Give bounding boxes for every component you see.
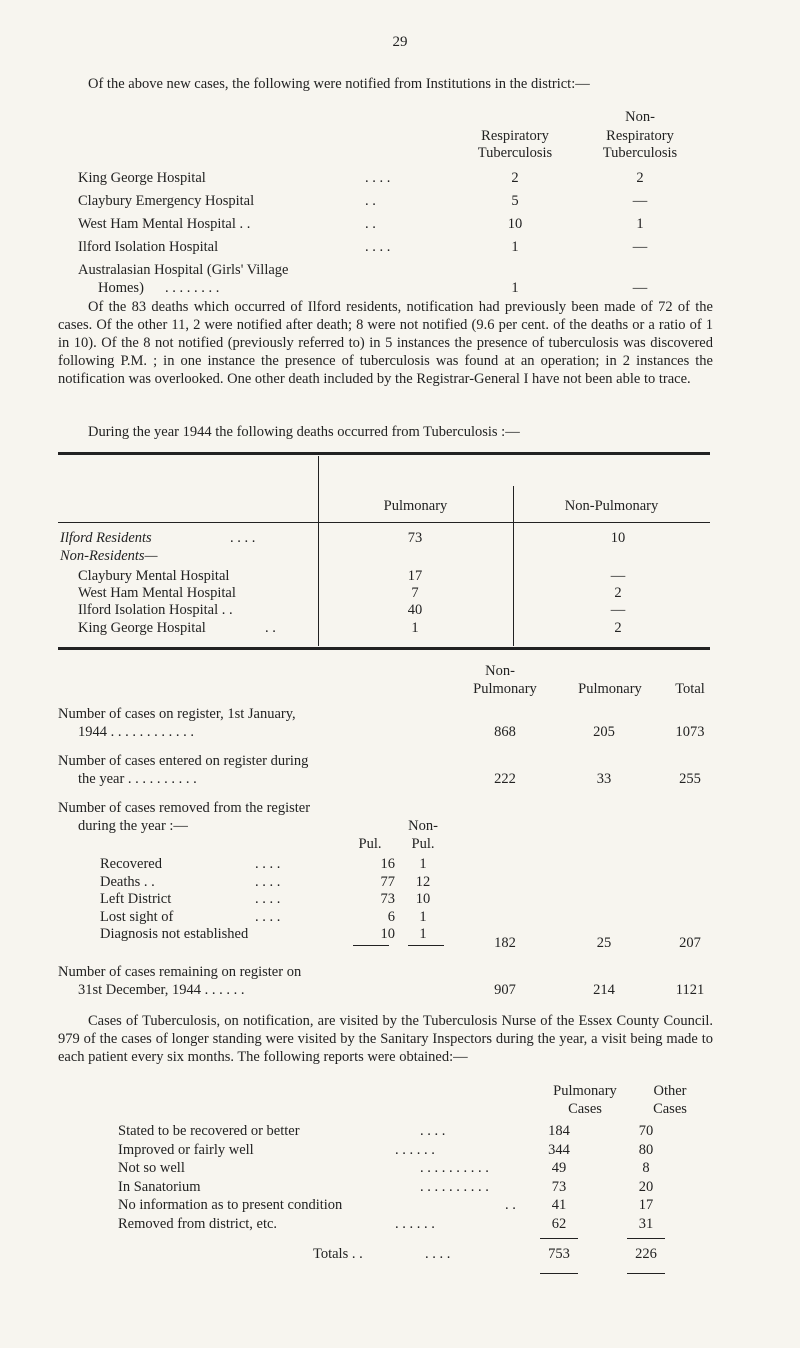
report-status: Stated to be recovered or better [118,1123,300,1139]
non-respiratory-count: 2 [636,170,644,186]
death-row-label: Ilford Isolation Hospital . . [78,602,233,618]
leader-dots: . . . . [255,908,281,925]
respiratory-count: 1 [511,239,519,255]
removed-reason: Lost sight of [100,908,174,925]
report-status: Removed from district, etc. [118,1215,278,1232]
removed-non: 1 [419,926,427,942]
reports-totals-label: Totals . . [313,1246,363,1262]
col-divider [513,523,514,646]
reg-on-register-non: 205 [593,724,615,740]
leader-dots: . . . . [365,170,391,186]
sum-rule [627,1273,665,1274]
reg-on-register-total: 1073 [675,724,705,740]
non-respiratory-count: — [632,280,648,296]
report-pulmonary: 49 [551,1160,567,1176]
reg-header-non-a: Non- [485,663,515,679]
reg-header-total: Total [675,681,705,697]
reg-remaining-total: 1121 [675,982,705,998]
reg-remaining-non: 214 [593,982,615,998]
removed-non: 1 [419,908,427,925]
respiratory-count: 10 [507,216,523,232]
non-respiratory-count: — [632,239,648,255]
pulmonary-deaths: 73 [407,530,423,546]
non-pulmonary-deaths: — [610,568,626,584]
non-pulmonary-deaths: — [610,602,626,618]
removed-reason: Deaths . . [100,873,155,890]
report-pulmonary: 344 [548,1141,570,1158]
respiratory-count: 5 [511,193,519,209]
leader-dots: . . . . [365,239,391,255]
non-respiratory-count: — [632,193,648,209]
removed-non: 10 [415,891,431,907]
visits-paragraph: Cases of Tuberculosis, on notification, are visited by the Tuberculosis Nurse of the Essex County Council. 979 of the cases of longer standing were visited by the Sanitary Inspectors during the year, a visit being made to each patient every six months. The following reports were obtained:— [58,1013,713,1065]
death-row-label: Ilford Residents [60,530,152,546]
reg-entered-total: 255 [679,771,701,787]
col-header-non-respiratory-b: Respiratory Tuberculosis [602,128,678,161]
reg-sub-pul: Pul. [358,836,382,852]
removed-non: 12 [415,873,431,890]
pulmonary-deaths: 7 [411,585,419,601]
leader-dots: . . . . [420,1123,446,1139]
pulmonary-deaths: 1 [411,620,419,636]
sum-rule [408,945,444,946]
removed-pul: 16 [380,856,395,872]
deaths-notification-paragraph: Of the 83 deaths which occurred of Ilford residents, notification had previously been made of 72 of the cases. Of the other 11, 2 were notified after death; 8 were not notified (9.6 per cent. of the deaths or a ratio of 1 in 10). Of the 8 not notified (previously referred to) in 5 instances the presence of tuberculosis was discovered following P.M. ; in one instance the presence of tuberculosis was found at an operation; in 2 instances the notification was overlooked. One other death included by the Registrar-General I have not been able to trace. [58,299,713,387]
removed-reason: Recovered [100,856,162,872]
leader-dots: . . . . [230,530,256,546]
leader-dots: . . [365,216,376,232]
non-respiratory-count: 1 [636,216,644,232]
sum-rule [353,945,389,946]
institution-name: West Ham Mental Hospital . . [78,216,251,232]
institution-name: Ilford Isolation Hospital [78,239,219,255]
reports-header-pulmonary-cases: Cases [568,1101,602,1117]
report-pulmonary: 62 [551,1215,567,1232]
institution-name: Australasian Hospital (Girls' Village [78,262,289,278]
reg-on-register-label-2: 1944 . . . . . . . . . . . . [78,724,194,740]
reports-header-other: Other [653,1083,687,1099]
institution-name: Claybury Emergency Hospital [78,193,255,209]
reg-removed-non: 25 [596,935,612,951]
death-row-label: King George Hospital [78,620,206,636]
non-pulmonary-deaths: 10 [610,530,626,546]
sum-rule [627,1238,665,1239]
report-pulmonary: 184 [548,1123,570,1139]
deaths-intro: During the year 1944 the following deaths occurred from Tuberculosis :— [88,424,520,440]
removed-reason: Left District [100,891,172,907]
table-bottom-rule [58,647,710,650]
death-row-label: Claybury Mental Hospital [78,568,230,584]
col-header-pulmonary: Pulmonary [383,498,448,514]
respiratory-count: 1 [511,280,519,296]
leader-dots: . . . . . . . . . . [420,1178,489,1195]
reg-remaining-pul: 907 [494,982,516,998]
sum-rule [540,1273,578,1274]
leader-dots: . . . . . . . . . . [420,1160,489,1176]
reg-entered-label: Number of cases entered on register during [58,753,309,769]
reports-header-pulmonary: Pulmonary [553,1083,617,1099]
removed-pul: 77 [380,873,395,890]
report-status: Improved or fairly well [118,1141,254,1158]
report-status: No information as to present condition [118,1197,343,1213]
death-row-label: Non-Residents— [60,548,158,564]
page-number: 29 [392,34,408,50]
report-other: 80 [638,1141,654,1158]
reg-remaining-label: Number of cases remaining on register on [58,964,302,980]
reg-removed-label-2: during the year :— [78,818,188,834]
table-top-rule [58,452,710,455]
institution-name: King George Hospital [78,170,206,186]
col-divider [318,523,319,646]
pulmonary-deaths: 40 [407,602,423,618]
leader-dots: . . [265,620,276,636]
report-status: Not so well [118,1160,185,1176]
reg-header-pulmonary: Pulmonary [473,681,537,697]
reports-total-other: 226 [635,1246,657,1262]
report-other: 20 [638,1178,654,1195]
leader-dots: . . . . . . . . [165,280,220,296]
reg-sub-non-a: Non- [408,818,438,834]
report-other: 8 [642,1160,650,1176]
removed-pul: 10 [380,926,395,942]
reg-sub-non-b: Pul. [411,836,435,852]
reg-header-non-pulmonary: Pulmonary [578,681,642,697]
header-rule [58,522,710,523]
respiratory-count: 2 [511,170,519,186]
report-other: 17 [638,1197,654,1213]
sum-rule [540,1238,578,1239]
report-pulmonary: 73 [551,1178,567,1195]
leader-dots: . . . . . . [395,1215,435,1232]
reg-entered-label-2: the year . . . . . . . . . . [78,771,197,787]
leader-dots: . . . . . . [395,1141,435,1158]
reg-removed-total: 207 [679,935,701,951]
report-other: 70 [638,1123,654,1139]
leader-dots: . . . . [255,891,281,907]
institutions-intro: Of the above new cases, the following were notified from Institutions in the district:— [88,76,590,92]
reg-on-register-pul: 868 [494,724,516,740]
pulmonary-deaths: 17 [407,568,423,584]
reports-totals-dots: . . . . [425,1246,451,1262]
reg-on-register-label: Number of cases on register, 1st January, [58,706,296,722]
leader-dots: . . [365,193,376,209]
non-pulmonary-deaths: 2 [614,585,622,601]
leader-dots: . . . . [255,856,281,872]
reg-remaining-label-2: 31st December, 1944 . . . . . . [78,982,245,998]
leader-dots: . . [505,1197,516,1213]
institution-name: Homes) [98,280,144,296]
reg-removed-label: Number of cases removed from the register [58,800,311,816]
report-status: In Sanatorium [118,1178,201,1195]
removed-pul: 6 [387,908,395,925]
removed-reason: Diagnosis not established [100,926,249,942]
reports-header-other-cases: Cases [653,1101,687,1117]
reports-total-pulmonary: 753 [548,1246,570,1262]
col-header-non-respiratory-a: Non- [625,109,655,125]
report-pulmonary: 41 [551,1197,567,1213]
removed-pul: 73 [380,891,395,907]
col-header-respiratory: Respiratory Tuberculosis [477,128,553,161]
reg-entered-pul: 222 [494,771,516,787]
col-header-non-pulmonary: Non-Pulmonary [564,498,659,514]
non-pulmonary-deaths: 2 [614,620,622,636]
leader-dots: . . . . [255,873,281,890]
report-other: 31 [638,1215,654,1232]
reg-entered-non: 33 [596,771,612,787]
reg-removed-pul: 182 [494,935,516,951]
removed-non: 1 [419,856,427,872]
death-row-label: West Ham Mental Hospital [78,585,236,601]
